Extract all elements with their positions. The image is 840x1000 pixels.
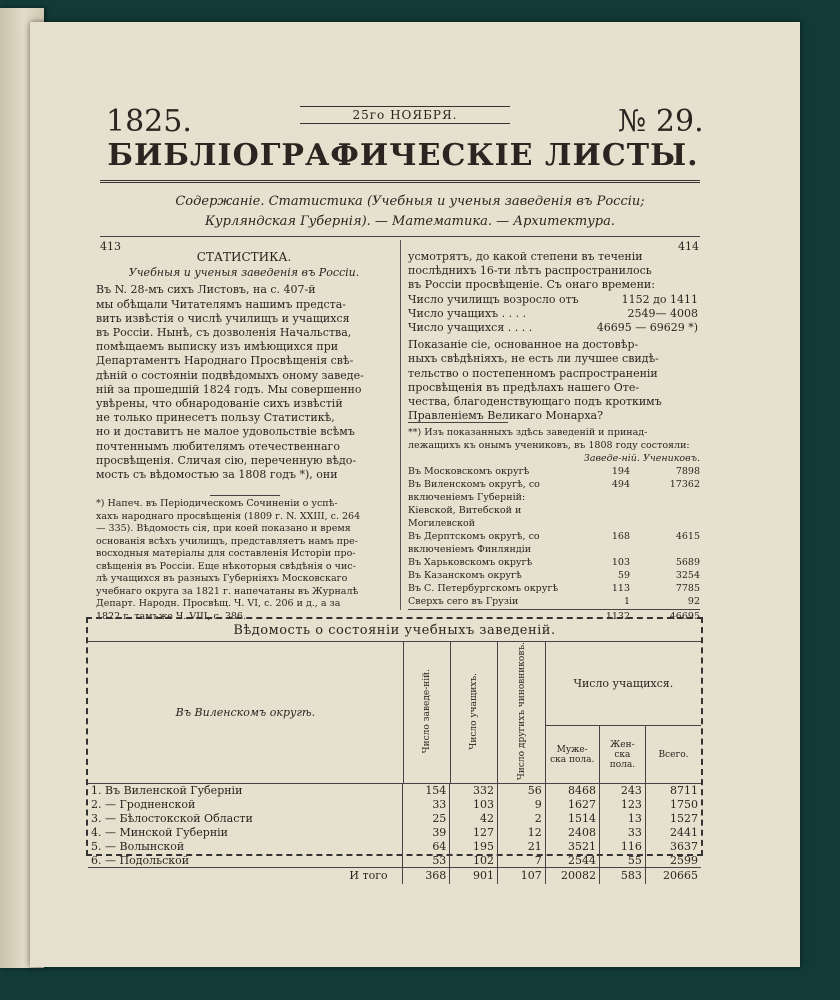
district-institutions: 103 (611, 557, 630, 568)
cell: 2544 (545, 854, 599, 868)
right-column (408, 250, 698, 423)
text-line: не только принесетъ пользу Статистикѣ, (96, 411, 335, 425)
district-footnote (408, 426, 700, 623)
text-line: Показаніе сіе, основанное на достовѣр- (408, 338, 639, 352)
cell: 1750 (645, 798, 701, 812)
statistics-table (88, 642, 701, 783)
district-name: Въ Дерптскомъ округѣ, со включеніемъ Финляндіи (408, 531, 540, 555)
district-row (408, 582, 700, 595)
cell: 8468 (545, 784, 599, 798)
cell: 1527 (645, 812, 701, 826)
footnote-line: лѣ учащихся въ разныхъ Губерніяхъ Московскаго (96, 573, 348, 584)
district-total-institutions: 1132 (605, 611, 630, 622)
footnote-line: *) Напеч. въ Періодическомъ Сочиненіи о успѣ- (96, 498, 338, 509)
district-institutions: 1 (623, 596, 630, 607)
cell: 42 (450, 812, 498, 826)
cell: 2408 (545, 826, 599, 840)
region-label: Въ Виленскомъ округѣ. (175, 706, 316, 720)
district-row (408, 465, 700, 478)
issue-year: 1825. (106, 104, 192, 139)
text-line: Въ N. 28-мъ сихъ Листовъ, на с. 407-й (96, 283, 316, 297)
cell: 195 (450, 840, 498, 854)
district-students: 4615 (675, 531, 700, 542)
district-name: Въ Московскомъ округѣ (408, 466, 530, 477)
text-line: Правленіемъ Великаго Монарха? (408, 409, 603, 423)
text-line: почтеннымъ любителямъ отечественнаго (96, 439, 340, 453)
district-total-students: 46695 (669, 611, 700, 622)
row-label: 3. — Бѣлостокской Области (91, 812, 253, 826)
text-line: ныхъ свѣдѣніяхъ, не есть ли лучшее свидѣ- (408, 352, 659, 366)
contents-block (110, 192, 710, 232)
district-name: Въ Казанскомъ округѣ (408, 570, 522, 581)
district-students: 3254 (675, 570, 700, 581)
cell: 154 (402, 784, 450, 798)
table-row (88, 826, 701, 840)
section-heading: СТАТИСТИКА. (196, 250, 292, 264)
cell: 103 (450, 798, 498, 812)
cell: 33 (402, 798, 450, 812)
text-line: усмотрятъ, до какой степени въ теченіи (408, 250, 643, 263)
cell: 20082 (545, 868, 599, 884)
district-students: 5689 (675, 557, 700, 568)
district-institutions: 59 (617, 570, 630, 581)
text-line: ній за прошедшій 1824 годъ. Мы совершенно (96, 382, 362, 396)
page-number-left: 413 (100, 240, 121, 253)
cell: 107 (498, 868, 546, 884)
text-line: въ Россіи. Нынѣ, съ дозволенія Начальства, (96, 326, 352, 340)
table-total-row (88, 868, 701, 884)
cell: 55 (600, 854, 646, 868)
district-institutions: 113 (611, 583, 630, 594)
cell: 25 (402, 812, 450, 826)
text-line: дѣній о состояніи подвѣдомыхъ оному заведе- (96, 368, 364, 382)
statistics-table-body (88, 783, 701, 884)
table-title: Вѣдомость о состояніи учебныхъ заведеній. (88, 619, 701, 642)
cell: 127 (450, 826, 498, 840)
contents-line: Курляндская Губернія). — Математика. — Архитектура. (205, 214, 615, 229)
page-number-right: 414 (678, 240, 699, 253)
footnote-line: лежащихъ къ онымъ учениковъ, въ 1808 году состояли: (408, 440, 690, 451)
section-subheading: Учебныя и ученыя заведенія въ Россіи. (128, 266, 360, 280)
footnote-rule (408, 422, 508, 423)
stat-value: 2549— 4008 (627, 306, 698, 320)
column-divider (400, 240, 401, 610)
stat-row (408, 307, 698, 321)
newspaper-page (30, 22, 800, 967)
footnote-line: основанія всѣхъ училищъ, представляетъ намъ пре- (96, 535, 358, 547)
stat-value: 46695 — 69629 *) (596, 321, 698, 335)
cell: 2 (498, 812, 546, 826)
district-name: Сверхъ сего въ Грузіи (408, 596, 519, 607)
statistics-table-box (86, 617, 703, 883)
cell: 583 (600, 868, 646, 884)
cell: 8711 (645, 784, 701, 798)
col-header (403, 642, 450, 783)
col-header-text: Число другихъ чиновниковъ. (516, 642, 527, 781)
footnote-rule (210, 495, 280, 496)
footnote-col-header: Заведе-ній. Учениковъ. (583, 453, 700, 464)
contents-rule (100, 236, 700, 237)
district-name: Въ Харьковскомъ округѣ (408, 557, 533, 568)
cell: 332 (450, 784, 498, 798)
footnote-line: **) Изъ показанныхъ здѣсь заведеній и принад- (408, 427, 648, 438)
text-line: мы обѣщали Читателямъ нашимъ предста- (96, 297, 347, 311)
district-row (408, 530, 700, 556)
col-header (451, 642, 498, 783)
table-row (88, 840, 701, 854)
text-line: но и доставитъ не малое удовольствіе всѣмъ (96, 425, 355, 439)
text-line: просвѣщенія въ предѣлахъ нашего Оте- (408, 380, 640, 394)
cell: 64 (402, 840, 450, 854)
table-header-row (88, 642, 701, 726)
stat-label: Число училищъ возросло отъ (408, 292, 579, 306)
district-students: 7785 (675, 583, 700, 594)
stat-row (408, 293, 698, 307)
footnote-line: — 335). Вѣдомость сія, при коей показано и время (96, 523, 351, 534)
footnote-line: свѣщенія въ Россіи. Еще нѣкоторыя свѣдѣнія о чис- (96, 560, 356, 572)
text-line: тельство о постепенномъ распространеніи (408, 366, 658, 380)
text-line: помѣщаемъ выписку изъ имѣющихся при (96, 340, 339, 354)
row-label: 5. — Волынской (91, 840, 185, 854)
text-line: просвѣщенія. Сличая сію, переченную вѣдо- (96, 453, 357, 467)
left-column (96, 250, 392, 482)
cell: 243 (600, 784, 646, 798)
issue-date: 25го НОЯБРЯ. (300, 106, 510, 124)
row-label: 4. — Минской Губерніи (91, 826, 229, 840)
cell: 39 (402, 826, 450, 840)
col-header-text: Число учащихъ. (469, 672, 480, 750)
masthead-rule (100, 180, 700, 183)
cell: 7 (498, 854, 546, 868)
left-paragraph (96, 283, 392, 482)
cell: 53 (402, 854, 450, 868)
cell: 1514 (545, 812, 599, 826)
sub-header: Муже-ска пола. (545, 726, 599, 783)
district-name: Въ Виленскомъ округѣ, со включеніемъ Губерній: Кіевской, Витебской и Могилевской (408, 479, 540, 529)
footnote-line: Департ. Народн. Просвѣщ. Ч. VI, с. 206 и д., а за (96, 598, 341, 609)
text-line: мость съ вѣдомостью за 1808 годъ *), они (96, 468, 338, 482)
cell: 21 (498, 840, 546, 854)
cell: 33 (600, 826, 646, 840)
text-line: Департаментъ Народнаго Просвѣщенія свѣ- (96, 354, 354, 368)
text-line: въ Россіи просвѣщеніе. Съ онаго времени: (408, 278, 655, 292)
table-row (88, 784, 701, 798)
cell: 1627 (545, 798, 599, 812)
text-line: чества, благоденствующаго подъ кроткимъ (408, 395, 662, 409)
sub-header: Всего. (646, 726, 702, 783)
table-row (88, 812, 701, 826)
cell: 2599 (645, 854, 701, 868)
cell: 2441 (645, 826, 701, 840)
cell: 13 (600, 812, 646, 826)
issue-number: № 29. (618, 104, 704, 139)
footnote-line: учебнаго округа за 1821 г. напечатаны въ Журналѣ (96, 585, 359, 597)
col-header-text: Число заведе-ній. (421, 668, 432, 754)
table-row (88, 798, 701, 812)
row-label: 2. — Гродненской (91, 798, 196, 812)
text-line: увѣрены, что обнародованіе сихъ извѣстій (96, 397, 343, 411)
district-institutions: 194 (611, 466, 630, 477)
cell: 20665 (645, 868, 701, 884)
cell: 123 (600, 798, 646, 812)
district-students: 7898 (675, 466, 700, 477)
table-row (88, 854, 701, 868)
footnote-line: хахъ народнаго просвѣщенія (1809 г. N. XXIII, с. 264 (96, 510, 361, 522)
district-name: Въ С. Петербургскомъ округѣ (408, 583, 559, 594)
stat-row (408, 321, 698, 335)
cell: 3637 (645, 840, 701, 854)
sub-header: Жен-ска пола. (599, 726, 645, 783)
text-line: вить извѣстія о числѣ училищъ и учащихся (96, 311, 350, 325)
col-header (498, 642, 545, 783)
cell: 12 (498, 826, 546, 840)
district-row (408, 569, 700, 582)
stat-value: 1152 до 1411 (621, 292, 698, 306)
masthead-title: БИБЛІОГРАФИЧЕСКІЕ ЛИСТЫ. (107, 138, 699, 173)
stat-label: Число учащихъ . . . . (408, 306, 527, 320)
cell: 368 (402, 868, 450, 884)
district-students: 92 (687, 596, 700, 607)
cell: 901 (450, 868, 498, 884)
text-line: послѣднихъ 16-ти лѣтъ распространилось (408, 264, 652, 278)
total-label: И того (349, 869, 388, 883)
cell: 3521 (545, 840, 599, 854)
footnote-line: восходныя матеріалы для составленія Исторіи про- (96, 548, 356, 559)
district-row (408, 478, 700, 530)
row-label: 6. — Подольской (91, 853, 190, 867)
district-institutions: 168 (611, 531, 630, 542)
district-institutions: 494 (611, 479, 630, 490)
contents-line: Содержаніе. Статистика (Учебныя и ученыя заведенія въ Россіи; (175, 194, 645, 209)
district-row (408, 556, 700, 569)
left-footnote (96, 498, 392, 623)
group-header: Число учащихся. (545, 642, 701, 726)
stat-label: Число учащихся . . . . (408, 321, 533, 335)
district-students: 17362 (669, 479, 700, 490)
row-label: 1. Въ Виленской Губерніи (91, 784, 243, 798)
district-row (408, 595, 700, 608)
footnote-line: 1822 г. тамъже Ч. VIII, с. 386. (96, 610, 247, 622)
cell: 116 (600, 840, 646, 854)
cell: 102 (450, 854, 498, 868)
cell: 9 (498, 798, 546, 812)
cell: 56 (498, 784, 546, 798)
